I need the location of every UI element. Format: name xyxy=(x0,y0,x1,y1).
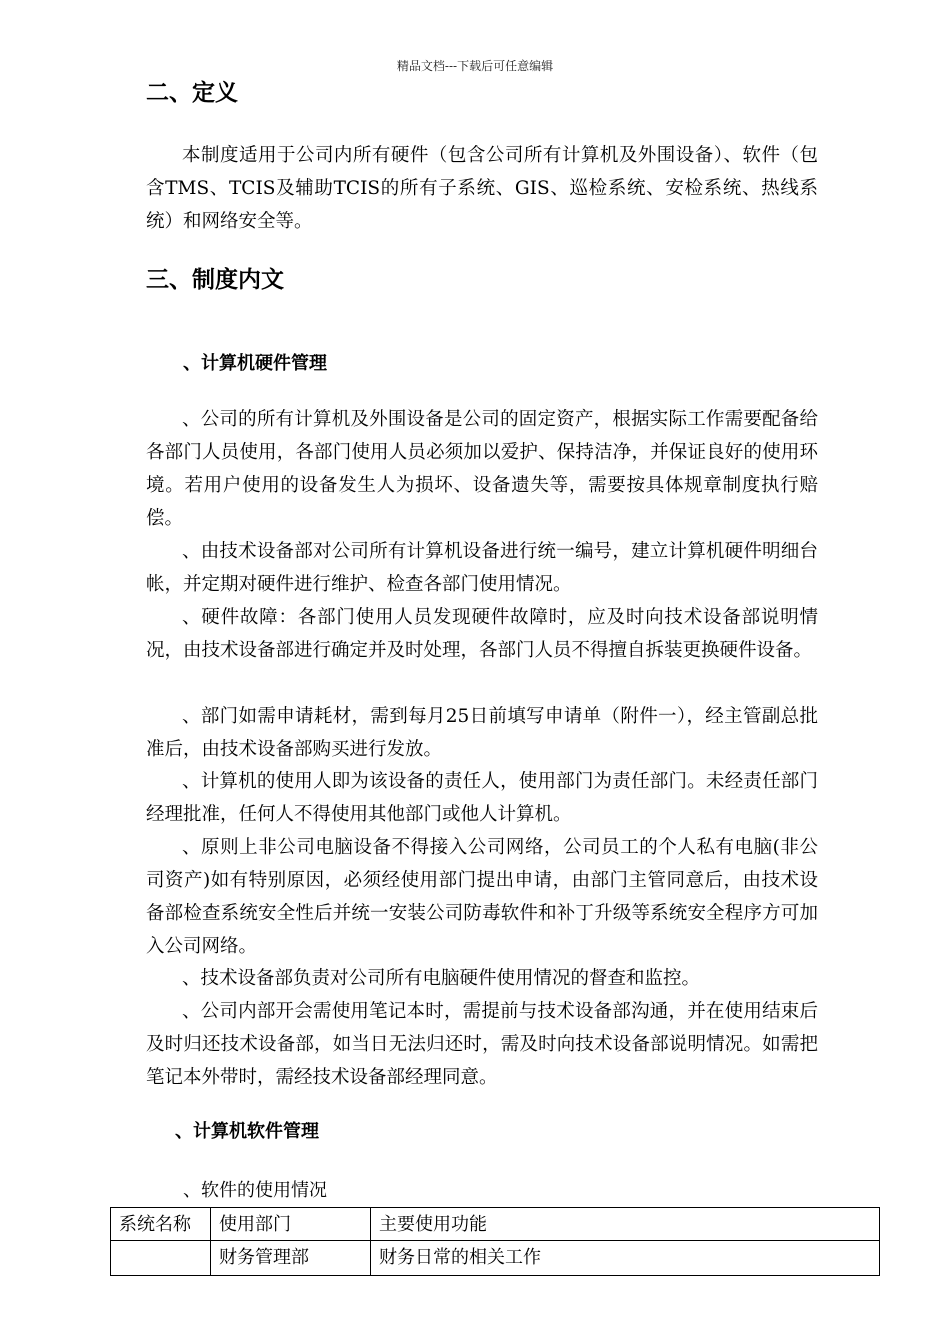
page-header: 精品文档---下载后可任意编辑 xyxy=(396,59,554,73)
hardware-item-7: 、技术设备部负责对公司所有电脑硬件使用情况的督查和监控。 xyxy=(182,968,701,989)
software-title: 、计算机软件管理 xyxy=(175,1121,319,1142)
section-2-body: 本制度适用于公司内所有硬件（包含公司所有计算机及外围设备）、软件（包含TMS、TCIS及辅助TCIS的所有子系统、GIS、巡检系统、安检系统、热线系统）和网络安全等。 xyxy=(146,145,818,232)
table-cell: 财务管理部 xyxy=(211,1241,371,1276)
software-usage-title: 、软件的使用情况 xyxy=(183,1180,327,1201)
table-header-cell: 使用部门 xyxy=(211,1208,371,1241)
hardware-item-5: 、计算机的使用人即为该设备的责任人，使用部门为责任部门。未经责任部门经理批准，任何人不得使用其他部门或他人计算机。 xyxy=(146,771,818,825)
table-header-row xyxy=(111,1208,880,1241)
table-cell xyxy=(111,1241,211,1276)
hardware-item-1: 、公司的所有计算机及外围设备是公司的固定资产，根据实际工作需要配备给各部门人员使用，各部门使用人员必须加以爱护、保持洁净，并保证良好的使用环境。若用户使用的设备发生人为损坏、设备遗失等，需要按具体规章制度执行赔偿。 xyxy=(146,409,818,529)
hardware-item-8: 、公司内部开会需使用笔记本时，需提前与技术设备部沟通，并在使用结束后及时归还技术设备部，如当日无法归还时，需及时向技术设备部说明情况。如需把笔记本外带时，需经技术设备部经理同意。 xyxy=(146,1001,818,1088)
hardware-title: 、计算机硬件管理 xyxy=(183,353,327,374)
hardware-item-4: 、部门如需申请耗材，需到每月25日前填写申请单（附件一），经主管副总批准后，由技术设备部购买进行发放。 xyxy=(146,706,818,760)
hardware-item-3: 、硬件故障：各部门使用人员发现硬件故障时，应及时向技术设备部说明情况，由技术设备部进行确定并及时处理，各部门人员不得擅自拆装更换硬件设备。 xyxy=(146,607,818,661)
hardware-item-6: 、原则上非公司电脑设备不得接入公司网络，公司员工的个人私有电脑(非公司资产)如有特别原因，必须经使用部门提出申请，由部门主管同意后，由技术设备部检查系统安全性后并统一安装公司防毒软件和补丁升级等系统安全程序方可加入公司网络。 xyxy=(146,837,818,957)
table-row xyxy=(111,1241,880,1276)
table-cell: 财务日常的相关工作 xyxy=(371,1241,880,1276)
table-header-cell: 主要使用功能 xyxy=(371,1208,880,1241)
hardware-item-2: 、由技术设备部对公司所有计算机设备进行统一编号，建立计算机硬件明细台帐，并定期对硬件进行维护、检查各部门使用情况。 xyxy=(146,541,818,595)
section-2-title: 二、定义 xyxy=(146,80,238,106)
software-usage-table xyxy=(110,1207,880,1276)
table-header-cell: 系统名称 xyxy=(111,1208,211,1241)
section-3-title: 三、制度内文 xyxy=(146,267,284,293)
